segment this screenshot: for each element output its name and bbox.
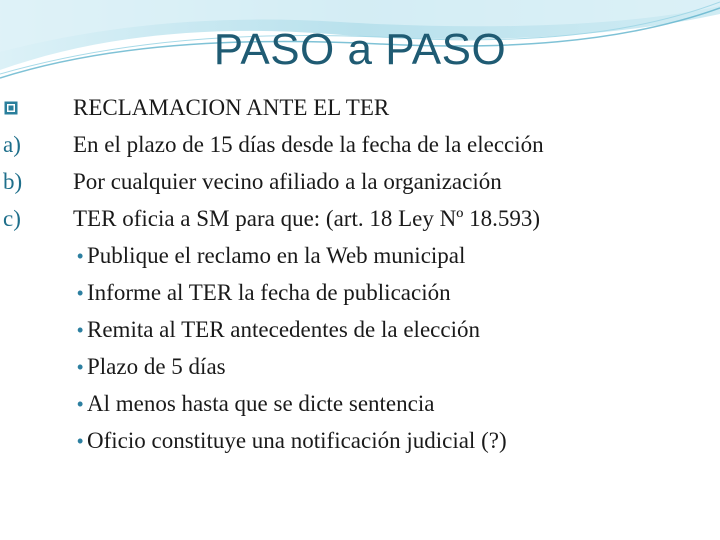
bullet-icon: • [77, 394, 84, 414]
sub-bullet-text: Plazo de 5 días [87, 354, 226, 379]
list-item-text: En el plazo de 15 días desde la fecha de la elección [73, 132, 544, 157]
sub-bullet-text: Informe al TER la fecha de publicación [87, 280, 451, 305]
list-item-text: TER oficia a SM para que: (art. 18 Ley Nº 18.593) [73, 206, 540, 231]
list-marker: a) [3, 132, 21, 157]
bullet-icon: • [77, 246, 84, 266]
bullet-icon: • [77, 283, 84, 303]
slide-title: PASO a PASO [213, 25, 507, 74]
sub-bullet-text: Publique el reclamo en la Web municipal [87, 243, 466, 268]
list-item-text: Por cualquier vecino afiliado a la organización [73, 169, 502, 194]
list-marker: c) [3, 206, 21, 231]
sub-bullet-text: Remita al TER antecedentes de la elección [87, 317, 480, 342]
sub-bullet-text: Al menos hasta que se dicte sentencia [87, 391, 435, 416]
sub-bullet-text: Oficio constituye una notificación judicial (?) [87, 428, 507, 453]
section-heading: RECLAMACION ANTE EL TER [73, 95, 390, 120]
checkbox-bullet-icon [4, 101, 18, 115]
list-marker: b) [3, 169, 23, 194]
bullet-icon: • [77, 357, 84, 377]
bullet-icon: • [77, 320, 84, 340]
bullet-icon: • [77, 431, 84, 451]
